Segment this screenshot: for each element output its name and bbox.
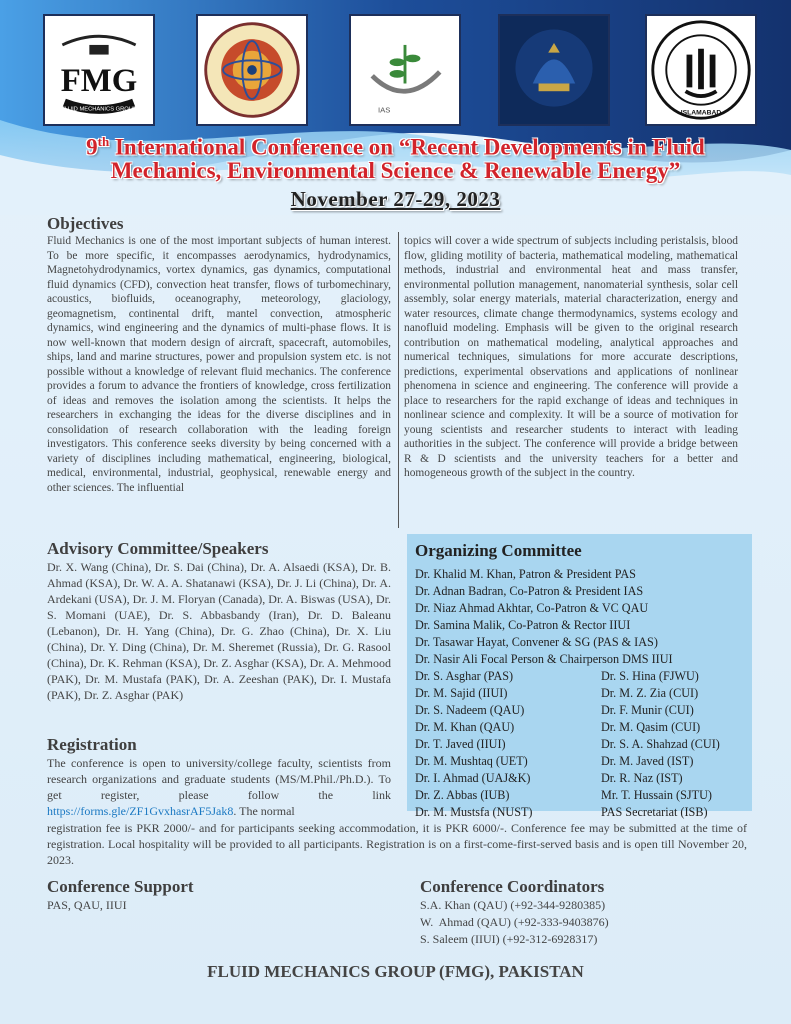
organizing-member: Dr. Z. Abbas (IUB) <box>415 788 510 802</box>
international-islamic-university-logo-icon <box>647 16 755 124</box>
coordinator-item: S.A. Khan (QAU) (+92-344-9280385) <box>420 898 606 912</box>
organizing-member: Dr. Samina Malik, Co-Patron & Rector IIUI <box>415 618 631 632</box>
footer-organization: FLUID MECHANICS GROUP (FMG), PAKISTAN <box>207 962 584 981</box>
organizing-member: Dr. S. Hina (FJWU) <box>601 669 699 683</box>
quaid-i-azam-university-logo-icon <box>500 16 608 124</box>
support-heading: Conference Support <box>47 877 194 896</box>
organizing-member: Dr. F. Munir (CUI) <box>601 703 694 717</box>
objectives-heading: Objectives <box>47 214 124 233</box>
organizing-member: Dr. M. Mushtaq (UET) <box>415 754 528 768</box>
organizing-member: PAS Secretariat (ISB) <box>601 805 708 819</box>
pakistan-academy-of-sciences-logo-icon <box>198 16 306 124</box>
organizing-member: Dr. T. Javed (IIUI) <box>415 737 506 751</box>
objectives-left-text: Fluid Mechanics is one of the most important subjects of human interest. To be more specific, it encompasses aerodynamics, hydrodynamics, Magnetohydrodynamics, vortex dynamics, gas dynamics, computational fluid dynamics (CFD), convection heat transfer, flows of turbomechinary, acoustics, biofluids, oceanography, meteorology, glaciology, geomagnetism, continental drift, mantel convection, atmospheric dynamics, wind engineering and the dynamics of multi-phase flows. It is now well-known that modern design of aircraft, spacecraft, automobiles, ships, land and marine structures, power and propulsion system etc. is not possible without a knowledge of relevant fluid mechanics. The conference provides a forum to advance the frontiers of knowledge, cross fertilization of ideas and removes the isolation among the scientists. It helps the researchers in exchanging the ideas for the diverse disciplines and in consolidation of research collaboration with the leading foreign investigators. This conference seeks diversity by being concerned with a variety of disciplines including mathematical, engineering, biological, medical, environmental, industrial, geophysical, renewable energy and other sciences. The influential <box>47 235 391 494</box>
organizing-member: Dr. Niaz Ahmad Akhtar, Co-Patron & VC QAU <box>415 601 649 615</box>
organizing-left-column <box>415 668 532 821</box>
column-divider <box>398 232 399 528</box>
organizing-member: Dr. S. A. Shahzad (CUI) <box>601 737 720 751</box>
conference-title-line-1: 9th International Conference on “Recent Developments in Fluid <box>86 134 705 160</box>
organizing-member: Dr. M. Qasim (CUI) <box>601 720 701 734</box>
qau-logo <box>498 14 610 126</box>
organizing-member: Dr. Adnan Badran, Co-Patron & President IAS <box>415 584 644 598</box>
organizing-member: Dr. M. Khan (QAU) <box>415 720 515 734</box>
organizing-member: Dr. Khalid M. Khan, Patron & President PAS <box>415 567 636 581</box>
coordinators-heading: Conference Coordinators <box>420 877 605 896</box>
ias-logo <box>349 14 461 126</box>
registration-link[interactable]: https://forms.gle/ZF1GvxhasrAF5Jak8 <box>47 804 234 818</box>
organizing-member: Dr. I. Ahmad (UAJ&K) <box>415 771 531 785</box>
organizing-committee-box <box>407 534 752 819</box>
pas-logo <box>196 14 308 126</box>
registration-text-part2: . The normal <box>233 804 295 818</box>
organizing-heading: Organizing Committee <box>415 541 582 560</box>
organizing-member: Dr. Tasawar Hayat, Convener & SG (PAS & IAS) <box>415 635 658 649</box>
coordinator-item: W. Ahmad (QAU) (+92-333-9403876) <box>420 915 609 929</box>
organizing-right-column <box>601 668 720 821</box>
organizing-member: Mr. T. Hussain (SJTU) <box>601 788 712 802</box>
conference-title-line-2: Mechanics, Environmental Science & Renewable Energy” <box>110 158 681 183</box>
coordinator-item: S. Saleem (IIUI) (+92-312-6928317) <box>420 932 598 946</box>
iiui-logo <box>645 14 757 126</box>
registration-text <box>47 755 391 819</box>
organizing-member: Dr. M. Javed (IST) <box>601 754 694 768</box>
organizing-member: Dr. M. Sajid (IIUI) <box>415 686 508 700</box>
registration-heading: Registration <box>47 735 137 754</box>
conference-date: November 27-29, 2023 <box>290 187 501 211</box>
organizing-member: Dr. R. Naz (IST) <box>601 771 683 785</box>
advisory-heading: Advisory Committee/Speakers <box>47 539 269 558</box>
organizing-member: Dr. Nasir Ali Focal Person & Chairperson DMS IIUI <box>415 652 673 666</box>
organizing-member: Dr. S. Nadeem (QAU) <box>415 703 525 717</box>
objectives-right-text: topics will cover a wide spectrum of subjects including peristalsis, blood flow, gliding motility of bacteria, mathematical modeling, mathematical methods, industrial and environmental heat and mass transfer, environmental pollution management, nanomaterial synthesis, solar cell assembly, solar energy materials, material characterization, energy and water resources, climate change thermodynamics, systems ecology and nanofluid modeling. Emphasis will be given to the original research contribution on mathematical modeling, analytical approaches and numerical techniques, simulations for more accurate descriptions, predictions, experimental observations and applications of nonlinear phenomena in science and engineering. The conference will provide a place to researchers for the rapid exchange of ideas and techniques in nonlinear science and complexity. It will be a source of motivation for young scientists and researcher students to interact with leading authorities in the subject. The conference will provide a bridge between R & D scientists and the university teachers for a better and homogeneous growth of the subject in the country. <box>404 235 738 479</box>
registration-text-part1: The conference is open to university/college faculty, scientists from research organizations and graduate students (MS/M.Phil./Ph.D.). To get register, please follow the link <box>47 756 391 802</box>
advisory-text: Dr. X. Wang (China), Dr. S. Dai (China), Dr. A. Alsaedi (KSA), Dr. B. Ahmad (KSA), Dr. W. A. A. Shatanawi (KSA), Dr. J. Li (China), Dr. A. Ardekani (USA), Dr. J. M. Floryan (Canada), Dr. A. Biswas (USA), Dr. S. Momani (UAE), Dr. S. Abbasbandy (Iran), Dr. D. Baleanu (Lebanon), Dr. H. Yang (China), Dr. G. Zhao (China), Dr. X. Liu (China), Dr. Y. Ding (China), Dr. M. Sheremet (Russia), Dr. G. Rasool (China), Dr. K. Rehman (KSA), Dr. Z. Asghar (KSA), Dr. A. Mehmood (PAK), Dr. M. Mustafa (PAK), Dr. A. Zeeshan (PAK), Dr. I. Mustafa (PAK), Dr. Z. Asghar (PAK) <box>47 560 391 702</box>
svg-text:FLUID MECHANICS GROUP: FLUID MECHANICS GROUP <box>61 106 137 113</box>
svg-text:ISLAMABAD: ISLAMABAD <box>680 109 722 117</box>
organizing-member: Dr. S. Asghar (PAS) <box>415 669 514 683</box>
fmg-logo <box>43 14 155 126</box>
svg-text:IAS: IAS <box>378 105 391 115</box>
organizing-member: Dr. M. Mustsfa (NUST) <box>415 805 533 819</box>
organizing-member: Dr. M. Z. Zia (CUI) <box>601 686 699 700</box>
ias-logo-icon <box>351 16 459 124</box>
fluid-mechanics-group-logo-icon <box>45 16 153 124</box>
registration-text-continued: registration fee is PKR 2000/- and for participants seeking accommodation, it is PKR 6000/-. Conference fee may be submitted at the time of registration. Local hospitality will be provided to all participants. Registration is on a first-come-first-served basis and is open till November 20, 2023. <box>47 821 747 867</box>
svg-text:FMG: FMG <box>60 63 138 100</box>
support-text: PAS, QAU, IIUI <box>47 898 127 912</box>
